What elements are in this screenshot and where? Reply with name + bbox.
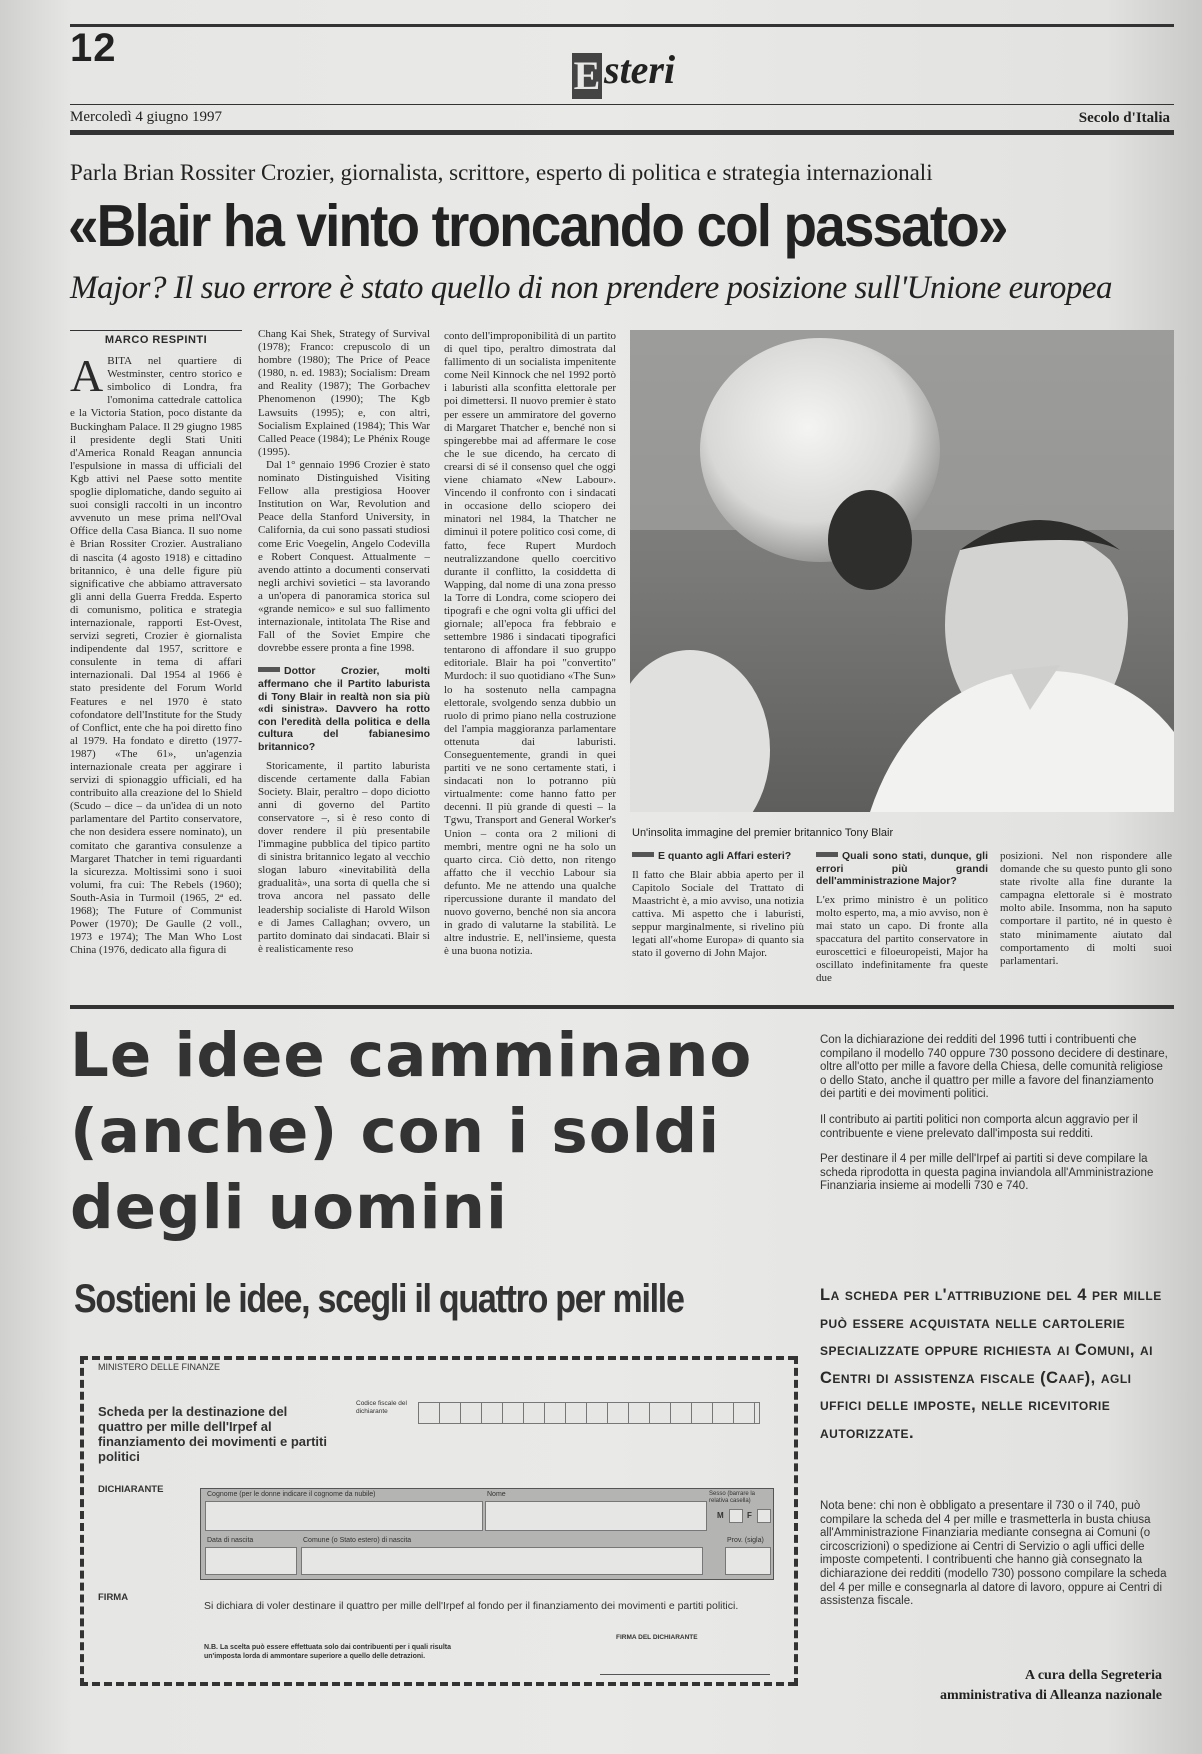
tax-form [80, 1356, 798, 1686]
date-rule [70, 104, 1174, 105]
ad-distribution-note: La scheda per l'attribuzione del 4 per mille può essere acquistata nelle cartolerie specializzate oppure richiesta ai Comuni, ai Centri di assistenza fiscale (Caaf), agli uffici delle imposte, nelle ricevitorie autorizzate. [820, 1286, 1162, 1442]
ad-nota-bene [820, 1500, 1172, 1621]
birthdate-label: Data di nascita [207, 1537, 254, 1544]
sex-label: Sesso (barrare la relativa casella) [709, 1491, 756, 1504]
top-rule [70, 24, 1174, 27]
page-number: 12 [70, 26, 117, 70]
surname-field[interactable] [205, 1501, 483, 1531]
ad-signature-line-1: A cura della Segreteria [1025, 1668, 1162, 1683]
fiscal-code-label: Codice fiscale del dichiarante [356, 1400, 407, 1415]
article-column-1 [70, 330, 242, 980]
name-field[interactable] [485, 1501, 707, 1531]
declarant-box [200, 1488, 774, 1580]
form-border-bottom [80, 1682, 796, 1686]
ad-title-line-2: (anche) con i soldi [70, 1096, 721, 1167]
answer-1: Storicamente, il partito laburista discende certamente dalla Fabian Society. Blair, peraltro – dopo diciotto anni di governo del Partito conservatore –, si è reso conto di dover rendere il più presentabile l'immagine pubblica del tipico partito di sinistra britannico legato al vecchio slogan laburo «inevitabilità della gradualità», una sorta di quella che si trova ancora nel passato delle leadership socialiste di Harold Wilson e di James Callaghan; ovvero, un partito dominato dai sindacati. Blair si è realisticamente reso [258, 759, 430, 955]
section-title [572, 46, 675, 99]
sex-f-label: F [747, 1511, 752, 1520]
ad-nota-bene-text: Nota bene: chi non è obbligato a presentare il 730 o il 740, può compilare la scheda del 4 per mille e trasmetterla in busta chiusa all'Amministrazione Finanziaria mediante consegna ai Comuni (o circoscrizioni) o spedizione ai Centri di Servizio o agli uffici delle imposte competenti. I contribuenti che hanno già consegnato la dichiarazione dei redditi (modello 730) possono compilare la scheda del 4 per mille e consegnarla al datore di lavoro, oppure ai Centri di assistenza fiscale. [820, 1500, 1167, 1608]
section-initial: E [573, 53, 601, 98]
fiscal-code-field[interactable] [418, 1402, 760, 1424]
ad-intro-3: Per destinare il 4 per mille dell'Irpef ai partiti si deve compilare la scheda riprodotta in questa pagina inviandola all'Amministrazione Finanziaria insieme ai modelli 730 e 740. [820, 1153, 1154, 1193]
kicker: Parla Brian Rossiter Crozier, giornalista, scrittore, esperto di politica e strategia internazionali [70, 160, 933, 185]
birthdate-field[interactable] [205, 1547, 297, 1575]
form-ministry: MINISTERO DELLE FINANZE [98, 1362, 221, 1372]
photo-illustration [630, 330, 1174, 812]
ad-signature [940, 1666, 1162, 1706]
column-2-text-a: Chang Kai Shek, Strategy of Survival (1978); Franco: crepuscolo di un hombre (1980); The Price of Peace (1980, n. ed. 1983); Socialism: Dream and Reality (1987); The Gorbachev Phenomenon (1990); The Kgb Lawsuits (1995); e, con altri, Socialism Explained (1984); This War Called Peace (1984); Le Phénix Rouge (1995). [258, 328, 430, 458]
column-1-text: BITA nel quartiere di Westminster, centro storico e simbolico di Londra, fra l'omonima cattedrale cattolica e la Victoria Station, poco distante da Buckingham Palace. Il 29 giugno 1985 il presidente degli Stati Uniti d'America Ronald Reagan annuncia l'espulsione in massa di ufficiali del Kgb attivi nel Paese sotto mentite spoglie diplomatiche, dando seguito ai suoi consigli raccolti in un incontro avvenuto un mese prima nell'Oval Office della Casa Bianca. Il suo nome è Brian Rossiter Crozier. Australiano di nascita (4 agosto 1918) e cittadino britannico, è una delle figure più significative che abbiamo attraversato gli anni della Guerra Fredda. Esperto di comunismo, politica e strategia internazionale, rapporti Est-Ovest, servizi segreti, Crozier è giornalista indipendente dal 1957, scrittore e consulente in tema di affari internazionali. Dal 1954 al 1966 è stato presidente del Forum World Features e nel 1970 è stato cofondatore dell'Institute for the Study of Conflict, ente che ha poi diretto fino al 1979. Ha fondato e diretto (1977-1987) «The 61», un'agenzia internazionale creata per aggirare i servizi di spionaggio ufficiali, ed ha contribuito alla creazione del lo Shield (Scudo – dice – da un'idea di un noto parlamentare del Partito conservatore, che non desidera essere nominato), un comitato che garantiva consulenze a Margaret Thatcher in temi riguardanti la sicurezza. Moltissimi sono i suoi volumi, fra cui: The Rebels (1960); South-Asia in Turmoil (1965, 2ª ed. 1968); The Future of Communist Power (1970); De Gaulle (2 voll., 1973 e 1974); The Man Who Lost China (1976, dedicato alla figura di [70, 355, 242, 957]
sex-f-checkbox[interactable] [757, 1509, 771, 1523]
answer-2: Il fatto che Blair abbia aperto per il Capitolo Sociale del Trattato di Maastricht è, a mio avviso, una notizia cattiva. Mi aspetto che i laburisti, seppur marginalmente, si rivelino più legati all'«home Europa» di quanto sia stato il governo di John Major. [632, 868, 804, 960]
ad-signature-line-2: amministrativa di Alleanza nazionale [939, 1688, 1162, 1703]
article-column-6 [1000, 850, 1172, 985]
province-field[interactable] [725, 1547, 771, 1575]
question-2: E quanto agli Affari esteri? [632, 850, 804, 863]
form-nb: N.B. La scelta può essere effettuata solo dai contribuenti per i quali risulta un'imposta lorda di ammontare superiore a quello delle detrazioni. [204, 1644, 451, 1660]
question-1: Dottor Crozier, molti affermano che il Partito laburista di Tony Blair in realtà non sia più «di sinistra». Davvero ha rotto con l'eredità della politica e della cultura del fabianesimo britannico? [258, 665, 430, 753]
column-3-text: conto dell'improponibilità di un partito di quel tipo, peraltro dimostrata dal fallimento di un socialista impenitente come Neil Kinnock che nel 1992 portò i laburisti alla sconfitta elettorale per poi dimettersi. Il nuovo premier è stato per essere un ammiratore del governo di Margaret Thatcher e, benché non si spingerebbe mai ad affermare le cose che le sue dicendo, ha cercato di crearsi di sé il consenso quel che oggi viene chiamato «New Labour». Vincendo il confronto con i sindacati in occasione dello sciopero dei minatori nel 1984, la Thatcher ne diminuì il potere politico così come, di fatto, fece Rupert Murdoch neutralizzandone quello coercitivo durante il conflitto, la cosiddetta di Wapping, dal nome di una zona presso la Torre di Londra, come sciopero dei tipografi e che ogni volta gli uffici del giornale; all'epoca fra febbraio e settembre 1986 i sindacati tipografici tentarono di affondare il suo gruppo editoriale. Blair ha poi "convertito" Murdoch: il suo quotidiano «The Sun» lo ha sostenuto nella campagna elettorale, svolgendo senza dubbio un ruolo di primo piano nella costruzione del l'ampia maggioranza parlamentare ottenuta dai laburisti. Conseguentemente, grandi in quei partiti ve ne sono certamente stati, i sindacati non lo potranno più virtualmente: come hanno fatto per decenni. Il più grande di questi – la Tgwu, Transport and General Worker's Union – conta ora 2 milioni di membri, mentre ogni ne ha solo un quarto circa. Ciò detto, non ritengo affatto che il vecchio Labour sia defunto. Me ne attendo una qualche ripercussione durante il mandato del nuovo governo, benché non sia ancora in grado di valutarne la stabilità. Le altre industrie. E, nell'insieme, questa è una buona notizia. [444, 330, 616, 958]
form-border-left [80, 1356, 84, 1686]
article-column-2 [258, 328, 430, 980]
drop-cap: A [70, 350, 104, 402]
photo-caption: Un'insolita immagine del premier britannico Tony Blair [632, 827, 894, 839]
ad-intro-2: Il contributo ai partiti politici non comporta alcun aggravio per il contribuente e viene prelevato dall'imposta sui redditi. [820, 1113, 1138, 1140]
masthead-name: Secolo d'Italia [1078, 110, 1170, 126]
section-rest: steri [604, 47, 676, 92]
form-title: Scheda per la destinazione del quattro per mille dell'Irpef al finanziamento dei movimenti e partiti politici [98, 1404, 327, 1464]
declarant-signature-label: FIRMA DEL DICHIARANTE [616, 1634, 698, 1641]
declarant-label: DICHIARANTE [98, 1484, 164, 1495]
declarant-signature-line[interactable] [600, 1674, 770, 1675]
birthplace-label: Comune (o Stato estero) di nascita [303, 1537, 412, 1544]
article-column-4 [632, 850, 804, 985]
declaration-text: Si dichiara di voler destinare il quattro per mille dell'Irpef al fondo per il finanziamento dei movimenti e partiti politici. [204, 1600, 739, 1612]
surname-label: Cognome (per le donne indicare il cognome da nubile) [207, 1491, 376, 1498]
subheadline: Major? Il suo errore è stato quello di non prendere posizione sull'Unione europea [70, 270, 1112, 306]
form-border-right [794, 1356, 798, 1686]
form-border-top [80, 1356, 796, 1360]
sex-m-label: M [717, 1511, 724, 1520]
column-6-text: posizioni. Nel non rispondere alle domande che su questo punto gli sono state rivolte alla fine durante la campagna elettorale si è mostrato molto abile. Insomma, non ha saputo comportare il partito, né in questo è stato minimamente aiutato dal comportamento di molti suoi parlamentari. [1000, 850, 1172, 967]
sex-m-checkbox[interactable] [729, 1509, 743, 1523]
ad-title-line-1: Le idee camminano [70, 1020, 753, 1091]
name-label: Nome [487, 1491, 506, 1498]
article-column-3 [444, 330, 616, 980]
ad-title-line-3: degli uomini [70, 1172, 508, 1243]
ad-top-rule [70, 1005, 1174, 1009]
article-column-5 [816, 850, 988, 985]
headline: «Blair ha vinto troncando col passato» [68, 193, 1007, 259]
birthplace-field[interactable] [301, 1547, 703, 1575]
byline: MARCO RESPINTI [70, 330, 242, 347]
ad-title [70, 1018, 752, 1246]
ad-intro-1: Con la dichiarazione dei redditi del 1996 tutti i contribuenti che compilano il modello 740 oppure 730 possono decidere di destinare, oltre all'otto per mille a favore della Chiesa, delle comunità religiose o dello Stato, anche il quattro per mille a favore del finanziamento dei partiti e dei movimenti politici. [820, 1034, 1168, 1101]
column-2-text-b: Dal 1° gennaio 1996 Crozier è stato nominato Distinguished Visiting Fellow alla prestigiosa Hoover Institution on War, Revolution and Peace della Stanford University, in California, da cui sono passati studiosi come Eric Voegelin, Angelo Codevilla e Robert Conquest. Attualmente – avendo attinto a documenti conservati negli archivi sovietici – sta lavorando a un'opera di panoramica storica sul «grande nemico» e sul suo fallimento internazionale, intitolata The Rise and Fall of the Soviet Empire che dovrebbe essere pronta a fine 1998. [258, 458, 430, 655]
issue-date: Mercoledì 4 giugno 1997 [70, 109, 223, 125]
ad-subtitle: Sostieni le idee, scegli il quattro per mille [74, 1277, 684, 1321]
photo-tony-blair [630, 330, 1174, 812]
ad-intro [820, 1034, 1172, 1206]
header-rule [70, 130, 1174, 135]
answer-3: L'ex primo ministro è un politico molto esperto, ma, a mio avviso, non è mai stato un capo. Di fronte alla spaccatura del partito conservatore in euroscettici e filoeuropeisti, Major ha oscillato indefinitamente fra queste due [816, 893, 988, 985]
signature-label: FIRMA [98, 1592, 129, 1603]
question-3: Quali sono stati, dunque, gli errori più grandi dell'amministrazione Major? [816, 850, 988, 888]
province-label: Prov. (sigla) [727, 1537, 764, 1544]
